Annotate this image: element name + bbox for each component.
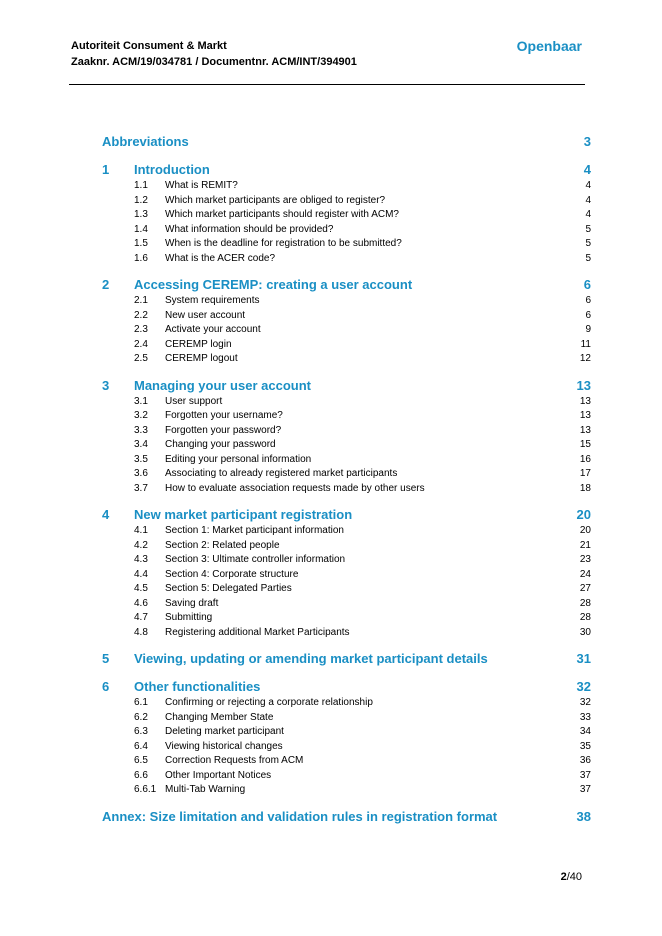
toc-subsection-6-4[interactable]	[102, 740, 591, 755]
toc-entry-number: 1.1	[134, 180, 148, 191]
toc-entry-title: Confirming or rejecting a corporate relationship	[165, 697, 373, 708]
toc-section-6[interactable]	[102, 678, 591, 696]
toc-entry-title: Section 5: Delegated Parties	[165, 583, 292, 594]
toc-subsection-2-4[interactable]	[102, 338, 591, 353]
toc-entry-page: 24	[579, 568, 591, 580]
toc-entry-title: What is REMIT?	[165, 180, 238, 191]
toc-entry-page: 20	[579, 525, 591, 536]
toc-entry-number: 4.1	[134, 525, 148, 536]
toc-entry-abbreviations[interactable]	[102, 133, 591, 151]
toc-entry-number: 4.4	[134, 568, 148, 580]
toc-entry-page: 20	[576, 507, 591, 522]
toc-entry-page: 36	[579, 755, 591, 766]
classification-label: Openbaar	[516, 38, 582, 54]
toc-subsection-4-7[interactable]	[102, 611, 591, 626]
toc-subsection-3-5[interactable]	[102, 453, 591, 468]
toc-entry-page: 23	[579, 554, 591, 565]
toc-entry-number: 4.8	[134, 626, 148, 638]
toc-subsection-6-2[interactable]	[102, 711, 591, 726]
toc-entry-page: 5	[585, 223, 591, 235]
toc-subsection-4-5[interactable]	[102, 582, 591, 597]
toc-entry-page: 28	[579, 612, 591, 623]
toc-entry-number: 1.2	[134, 194, 148, 206]
toc-subsection-1-3[interactable]	[102, 208, 591, 223]
toc-subsection-4-2[interactable]	[102, 539, 591, 554]
toc-subsection-3-3[interactable]	[102, 424, 591, 439]
toc-entry-page: 30	[579, 626, 591, 638]
toc-subsection-4-3[interactable]	[102, 553, 591, 568]
toc-entry-page: 9	[585, 324, 591, 335]
toc-entry-title: Correction Requests from ACM	[165, 755, 304, 766]
toc-section-2[interactable]	[102, 276, 591, 294]
toc-entry-number: 6.5	[134, 755, 148, 766]
toc-subsection-1-2[interactable]	[102, 194, 591, 209]
toc-entry-title: New market participant registration	[134, 507, 353, 522]
toc-entry-number: 6.6.1	[134, 784, 157, 795]
toc-entry-number: 4.3	[134, 554, 148, 565]
case-reference: Zaaknr. ACM/19/034781 / Documentnr. ACM/INT/394901	[71, 56, 357, 68]
toc-entry-title: Which market participants are obliged to register?	[165, 194, 386, 206]
toc-entry-title: Changing Member State	[165, 711, 274, 723]
toc-entry-page: 6	[585, 295, 591, 306]
toc-entry-page: 13	[579, 410, 591, 421]
toc-entry-page: 5	[585, 238, 591, 249]
page-number	[561, 871, 582, 883]
toc-subsection-6-6[interactable]	[102, 769, 591, 784]
toc-entry-title: Forgotten your password?	[165, 424, 282, 436]
toc-entry-page: 3	[583, 134, 591, 149]
toc-entry-number: 4.5	[134, 583, 148, 594]
toc-entry-page: 13	[576, 377, 591, 393]
toc-entry-title: Accessing CEREMP: creating a user account	[134, 277, 413, 292]
toc-entry-title: Viewing, updating or amending market participant details	[134, 651, 488, 666]
toc-entry-title: Section 3: Ultimate controller information	[165, 554, 346, 565]
toc-subsection-4-8[interactable]	[102, 626, 591, 641]
toc-entry-page: 16	[579, 453, 591, 465]
toc-entry-number: 6.2	[134, 711, 148, 723]
toc-subsection-2-1[interactable]	[102, 294, 591, 309]
toc-entry-title: User support	[165, 395, 223, 407]
toc-subsection-4-1[interactable]	[102, 524, 591, 539]
toc-entry-page: 4	[585, 180, 591, 191]
toc-subsection-3-7[interactable]	[102, 482, 591, 497]
toc-subsection-6-5[interactable]	[102, 754, 591, 769]
toc-subsection-1-6[interactable]	[102, 252, 591, 267]
toc-entry-page: 32	[579, 697, 591, 708]
toc-entry-number: 2.1	[134, 295, 148, 306]
toc-subsection-2-5[interactable]	[102, 352, 591, 367]
toc-entry-number: 4.2	[134, 539, 148, 551]
toc-entry-number: 4	[102, 507, 110, 522]
toc-subsection-3-6[interactable]	[102, 467, 591, 482]
toc-entry-title: Editing your personal information	[165, 453, 312, 465]
toc-entry-number: 3.2	[134, 410, 148, 421]
toc-entry-page: 4	[585, 194, 591, 206]
toc-entry-title: Changing your password	[165, 439, 276, 450]
toc-entry-title: Other Important Notices	[165, 769, 272, 781]
toc-entry-number: 6	[102, 679, 110, 694]
toc-entry-page: 11	[580, 338, 591, 350]
toc-entry-number: 4.7	[134, 612, 148, 623]
toc-entry-title: What information should be provided?	[165, 223, 334, 235]
toc-entry-title: Introduction	[134, 162, 210, 177]
toc-subsection-3-4[interactable]	[102, 438, 591, 453]
toc-entry-page: 12	[579, 353, 591, 364]
toc-entry-number: 3.3	[134, 424, 148, 436]
page-number-current: 2	[560, 871, 567, 883]
toc-subsection-1-4[interactable]	[102, 223, 591, 238]
toc-entry-number: 2.4	[134, 338, 148, 350]
toc-section-5[interactable]	[102, 650, 591, 668]
toc-entry-title: System requirements	[165, 295, 260, 306]
toc-entry-number: 1	[102, 162, 110, 177]
toc-entry-page: 28	[579, 597, 591, 609]
toc-entry-title: Deleting market participant	[165, 726, 284, 737]
table-of-contents	[102, 133, 591, 826]
toc-entry-title: Section 4: Corporate structure	[165, 568, 299, 580]
toc-entry-title: Associating to already registered market participants	[165, 468, 398, 479]
toc-entry-number: 3	[102, 377, 110, 393]
toc-entry-number: 6.1	[134, 697, 148, 708]
toc-entry-number: 2.5	[134, 353, 148, 364]
toc-entry-title: Viewing historical changes	[165, 740, 283, 752]
toc-entry-number: 1.5	[134, 238, 148, 249]
toc-entry-number: 1.4	[134, 223, 148, 235]
toc-entry-title: Section 2: Related people	[165, 539, 280, 551]
header-divider	[69, 84, 585, 85]
toc-entry-page: 15	[579, 439, 591, 450]
toc-entry-title: When is the deadline for registration to be submitted?	[165, 238, 402, 249]
toc-entry-title: Submitting	[165, 612, 213, 623]
toc-entry-number: 1.6	[134, 252, 148, 264]
toc-entry-title: How to evaluate association requests made by other users	[165, 482, 425, 494]
toc-entry-page: 6	[583, 277, 591, 292]
toc-entry-page: 38	[576, 808, 591, 824]
toc-entry-page: 4	[583, 162, 591, 177]
toc-section-4[interactable]	[102, 506, 591, 524]
toc-entry-page: 6	[585, 309, 591, 321]
toc-entry-page: 34	[579, 726, 591, 737]
toc-entry-title: What is the ACER code?	[165, 252, 276, 264]
toc-subsection-1-1[interactable]	[102, 179, 591, 194]
toc-entry-title: Other functionalities	[134, 679, 261, 694]
page-number-total: /40	[566, 871, 582, 883]
toc-entry-number: 3.6	[134, 468, 148, 479]
toc-entry-number: 3.7	[134, 482, 148, 494]
toc-subsection-6-1[interactable]	[102, 696, 591, 711]
toc-entry-page: 35	[579, 740, 591, 752]
toc-subsection-2-2[interactable]	[102, 309, 591, 324]
toc-entry-number: 4.6	[134, 597, 148, 609]
toc-entry-page: 31	[576, 651, 591, 666]
toc-entry-title: Saving draft	[165, 597, 219, 609]
toc-entry-title: Multi-Tab Warning	[165, 784, 246, 795]
toc-entry-title: Abbreviations	[102, 134, 189, 149]
toc-subsection-4-4[interactable]	[102, 568, 591, 583]
toc-entry-title: Annex: Size limitation and validation rules in registration format	[102, 808, 498, 824]
toc-entry-page: 13	[579, 395, 591, 407]
toc-entry-number: 6.4	[134, 740, 148, 752]
toc-section-1[interactable]	[102, 161, 591, 179]
toc-entry-title: Forgotten your username?	[165, 410, 283, 421]
toc-entry-page: 32	[576, 679, 591, 694]
toc-entry-page: 27	[579, 583, 591, 594]
toc-subsection-2-3[interactable]	[102, 323, 591, 338]
toc-subsection-1-5[interactable]	[102, 237, 591, 252]
toc-entry-page: 37	[579, 784, 591, 795]
toc-entry-title: Registering additional Market Participants	[165, 626, 350, 638]
toc-entry-number: 6.3	[134, 726, 148, 737]
toc-entry-page: 4	[585, 209, 591, 220]
toc-entry-title: Section 1: Market participant information	[165, 525, 344, 536]
toc-subsection-4-6[interactable]	[102, 597, 591, 612]
toc-entry-number: 2.3	[134, 324, 148, 335]
toc-entry-title: CEREMP login	[165, 338, 232, 350]
toc-entry-page: 18	[579, 482, 591, 494]
toc-subsection-6-6-1[interactable]	[102, 783, 591, 798]
toc-entry-number: 2	[102, 277, 110, 292]
toc-entry-annex[interactable]	[102, 808, 591, 826]
toc-entry-page: 37	[579, 769, 591, 781]
toc-entry-title: CEREMP logout	[165, 353, 238, 364]
toc-entry-number: 3.5	[134, 453, 148, 465]
toc-entry-number: 6.6	[134, 769, 148, 781]
toc-entry-page: 17	[579, 468, 591, 479]
toc-subsection-3-2[interactable]	[102, 409, 591, 424]
toc-entry-title: Managing your user account	[134, 377, 311, 393]
toc-entry-page: 13	[579, 424, 591, 436]
toc-entry-number: 5	[102, 651, 110, 666]
toc-entry-page: 33	[579, 711, 591, 723]
toc-entry-title: Which market participants should register with ACM?	[165, 209, 399, 220]
toc-entry-title: New user account	[165, 309, 246, 321]
toc-entry-title: Activate your account	[165, 324, 261, 335]
toc-subsection-3-1[interactable]	[102, 395, 591, 410]
toc-entry-number: 1.3	[134, 209, 148, 220]
toc-entry-number: 2.2	[134, 309, 148, 321]
toc-entry-number: 3.4	[134, 439, 148, 450]
toc-entry-page: 21	[579, 539, 591, 551]
toc-subsection-6-3[interactable]	[102, 725, 591, 740]
organization-name: Autoriteit Consument & Markt	[71, 40, 227, 52]
toc-entry-page: 5	[585, 252, 591, 264]
toc-section-3[interactable]	[102, 377, 591, 395]
toc-entry-number: 3.1	[134, 395, 148, 407]
